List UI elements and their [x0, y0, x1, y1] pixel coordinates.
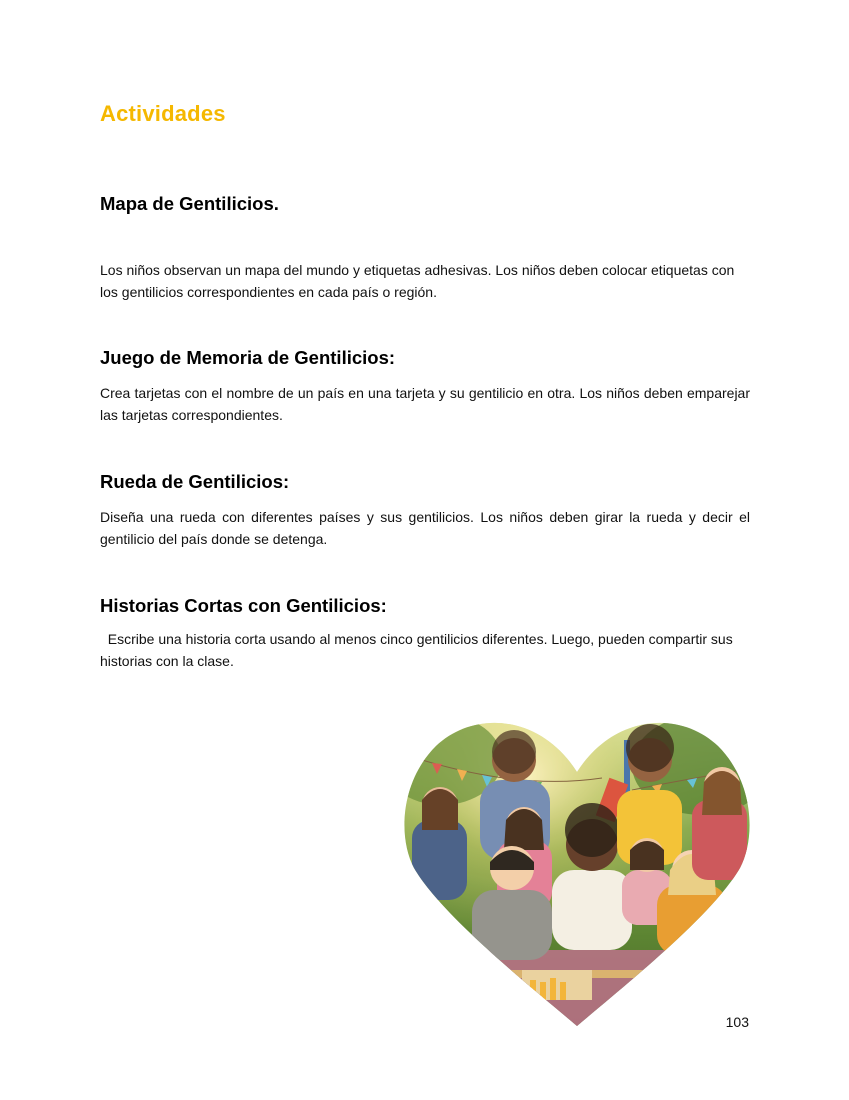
section-text-historias: Escribe una historia corta usando al menos cinco gentilicios diferentes. Luego, pueden compartir sus historias con la clase.	[100, 631, 737, 669]
page-number: 103	[725, 1014, 749, 1030]
children-heart-photo	[402, 720, 752, 1030]
section-text-memoria: Crea tarjetas con el nombre de un país en una tarjeta y su gentilicio en otra. Los niños deben emparejar las tarjetas correspondientes.	[100, 385, 750, 423]
page-title: Actividades	[100, 101, 226, 126]
section-heading-mapa: Mapa de Gentilicios.	[100, 193, 279, 214]
section-heading-historias: Historias Cortas con Gentilicios:	[100, 595, 387, 616]
section-text-mapa: Los niños observan un mapa del mundo y etiquetas adhesivas. Los niños deben colocar etiquetas con los gentilicios correspondientes en cada país o región.	[100, 262, 735, 300]
section-heading-rueda: Rueda de Gentilicios:	[100, 471, 290, 492]
section-heading-memoria: Juego de Memoria de Gentilicios:	[100, 347, 396, 368]
section-text-rueda: Diseña una rueda con diferentes países y sus gentilicios. Los niños deben girar la rueda y decir el gentilicio del país donde se detenga.	[100, 509, 750, 547]
